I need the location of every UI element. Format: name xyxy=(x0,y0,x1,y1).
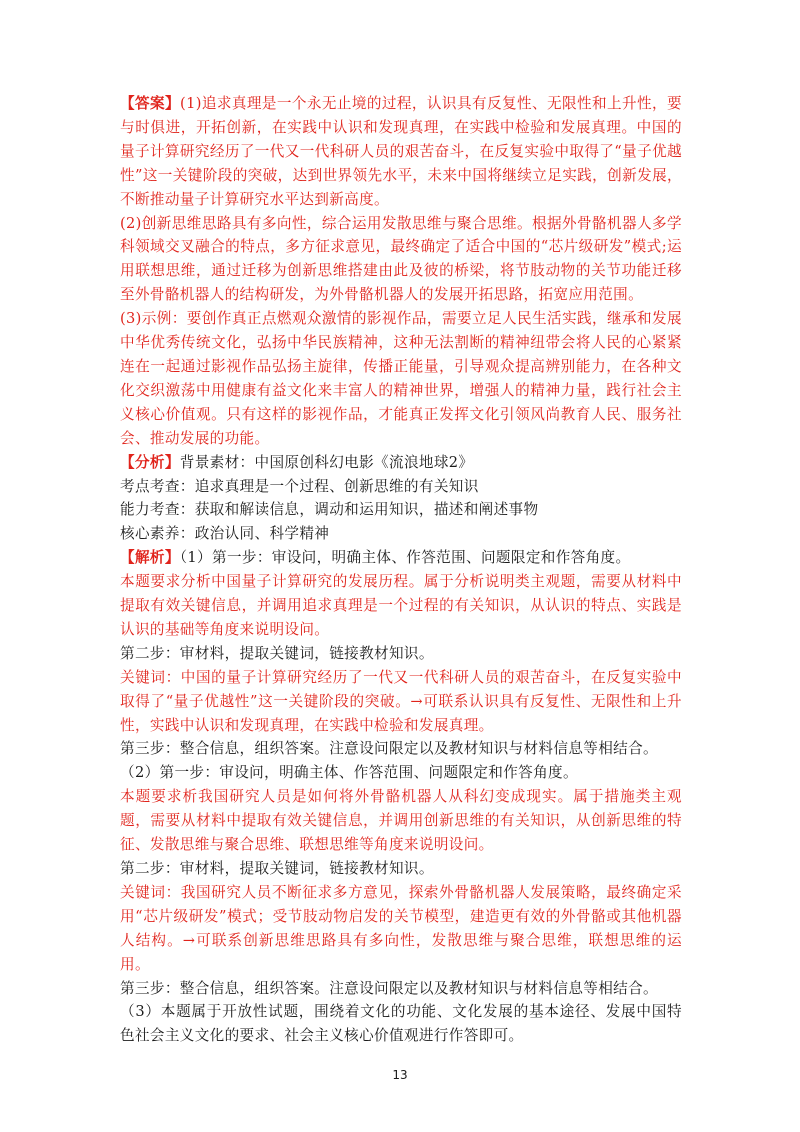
answer-paragraph-2: (2)创新思维思路具有多向性，综合运用发散思维与聚合思维。根据外骨骼机器人多学科领域交叉融合的特点，多方征求意见，最终确定了适合中国的“芯片级研发”模式;运用联想思维，通过迁移为创新思维搭建由此及彼的桥梁，将节肢动物的关节功能迁移至外骨骼机器人的结构研发，为外骨骼机器人的发展开拓思路，拓宽应用范围。 xyxy=(120,214,682,304)
answer-label: 【答案】 xyxy=(120,95,181,112)
explain-q2-step2: 第二步：审材料，提取关键词，链接教材知识。 xyxy=(120,860,434,877)
answer-content xyxy=(120,92,682,1048)
analysis-nengli: 能力考查：获取和解读信息，调动和运用知识，描述和阐述事物 xyxy=(120,501,539,519)
analysis-label: 【分析】 xyxy=(120,453,180,471)
analysis-kaodian: 考点考查：追求真理是一个过程、创新思维的有关知识 xyxy=(120,477,479,495)
explain-q1-step1-text: （1）第一步：审设问，明确主体、作答范围、问题限定和作答角度。 xyxy=(179,549,631,567)
answer-text-1: (1)追求真理是一个永无止境的过程，认识具有反复性、无限性和上升性，要与时俱进，开拓创新，在实践中认识和发现真理，在实践中检验和发展真理。中国的量子计算研究经历了一代又一代科研人员的艰苦奋斗，在反复实验中取得了“量子优越性”这一关键阶段的突破，达到世界领先水平，未来中国将继续立足实践，创新发展，不断推动量子计算研究水平达到新高度。 xyxy=(120,95,682,208)
explain-q1-keywords: 关键词：中国的量子计算研究经历了一代又一代科研人员的艰苦奋斗，在反复实验中取得了“量子优越性”这一关键阶段的突破。→可联系认识具有反复性、无限性和上升性，实践中认识和发现真理，在实践中检验和发展真理。 xyxy=(120,668,682,734)
page-number: 13 xyxy=(392,1068,408,1082)
explain-q1-step2: 第二步：审材料，提取关键词，链接教材知识。 xyxy=(120,644,434,662)
explain-q2-keywords: 关键词：我国研究人员不断征求多方意见，探索外骨骼机器人发展策略，最终确定采用“芯片级研发”模式；受节肢动物启发的关节模型，建造更有效的外骨骼或其他机器人结构。→可联系创新思维思路具有多向性，发散思维与聚合思维，联想思维的运用。 xyxy=(120,883,682,973)
explain-label: 【解析】 xyxy=(120,549,180,567)
explain-q2-step1: （2）第一步：审设问，明确主体、作答范围、问题限定和作答角度。 xyxy=(120,764,578,782)
explain-q2-step3: 第三步：整合信息，组织答案。注意设问限定以及教材知识与材料信息等相结合。 xyxy=(120,979,658,997)
explain-q1-desc: 本题要求分析中国量子计算研究的发展历程。属于分析说明类主观题，需要从材料中提取有效关键信息，并调用追求真理是一个过程的有关知识，从认识的特点、实践是认识的基础等角度来说明设问。 xyxy=(120,573,682,638)
explain-q2-desc: 本题要求析我国研究人员是如何将外骨骼机器人从科幻变成现实。属于措施类主观题，需要从材料中提取有效关键信息，并调用创新思维的有关知识，从创新思维的特征、发散思维与聚合思维、联想思维等角度来说明设问。 xyxy=(120,788,682,854)
analysis-background xyxy=(120,451,682,475)
explain-q3: （3）本题属于开放性试题，围绕着文化的功能、文化发展的基本途径、发展中国特色社会主义文化的要求、社会主义核心价值观进行作答即可。 xyxy=(120,1003,682,1045)
explain-q1-step3: 第三步：整合信息，组织答案。注意设问限定以及教材知识与材料信息等相结合。 xyxy=(120,740,658,758)
explain-q1-step1 xyxy=(120,546,682,570)
analysis-background-text: 背景素材：中国原创科幻电影《流浪地球2》 xyxy=(179,453,474,471)
answer-paragraph-1 xyxy=(120,92,682,212)
analysis-suyang: 核心素养：政治认同、科学精神 xyxy=(120,525,330,543)
answer-paragraph-3: (3)示例：要创作真正点燃观众激情的影视作品，需要立足人民生活实践，继承和发展中华优秀传统文化，弘扬中华民族精神，这种无法割断的精神纽带会将人民的心紧紧连在一起通过影视作品弘扬主旋律，传播正能量，引导观众提高辨别能力，在各种文化交织激荡中用健康有益文化来丰富人的精神世界，增强人的精神力量，践行社会主义核心价值观。只有这样的影视作品，才能真正发挥文化引领风尚教育人民、服务社会、推动发展的功能。 xyxy=(120,310,682,447)
